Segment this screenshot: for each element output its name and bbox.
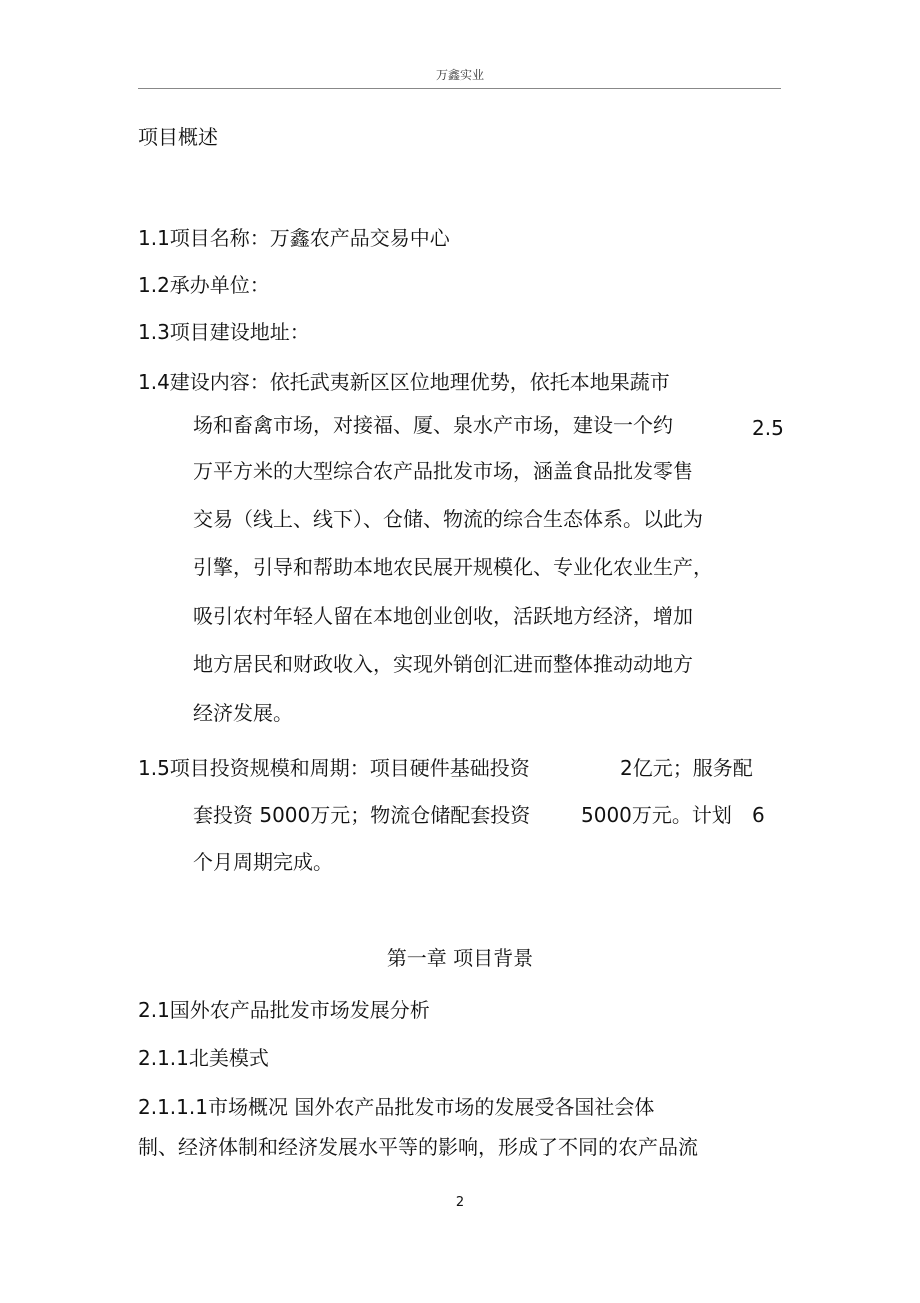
item-address: 1.3项目建设地址：: [138, 320, 310, 344]
item-investment-line-3: 个月周期完成。: [193, 850, 333, 874]
header-title: 万鑫实业: [435, 68, 484, 82]
item-content-area-number: 2.5: [752, 416, 784, 440]
item-content-line-5: 引擎，引导和帮助本地农民展开规模化、专业化农业生产，: [193, 555, 713, 579]
item-investment-line-1b: 2亿元；服务配: [620, 756, 753, 780]
item-content-line-1: 1.4建设内容：依托武夷新区区位地理优势，依托本地果蔬市: [138, 370, 670, 394]
chapter-title: 第一章 项目背景: [386, 946, 534, 970]
item-investment-line-2b: 5000万元。计划: [581, 803, 732, 827]
section-2-1-1-1-line-2: 制、经济体制和经济发展水平等的影响，形成了不同的农产品流: [138, 1135, 698, 1159]
item-investment-line-2c: 6: [752, 803, 765, 827]
item-content-line-6: 吸引农村年轻人留在本地创业创收，活跃地方经济，增加: [193, 604, 693, 628]
overview-title: 项目概述: [138, 125, 218, 149]
item-investment-line-1a: 1.5项目投资规模和周期：项目硬件基础投资: [138, 756, 530, 780]
section-2-1-heading: 2.1国外农产品批发市场发展分析: [138, 998, 430, 1022]
item-content-line-2: 场和畜禽市场，对接福、厦、泉水产市场，建设一个约: [193, 413, 673, 437]
item-investment-line-2a: 套投资 5000万元；物流仓储配套投资: [193, 803, 531, 827]
item-content-line-4: 交易（线上、线下）、仓储、物流的综合生态体系。以此为: [193, 507, 703, 531]
section-2-1-1-1-line-1: 2.1.1.1市场概况 国外农产品批发市场的发展受各国社会体: [138, 1095, 655, 1119]
item-content-line-8: 经济发展。: [193, 701, 293, 725]
item-organizer: 1.2承办单位：: [138, 273, 270, 297]
item-project-name: 1.1项目名称：万鑫农产品交易中心: [138, 226, 450, 250]
page-number: 2: [455, 1195, 465, 1210]
item-content-line-3: 万平方米的大型综合农产品批发市场，涵盖食品批发零售: [193, 459, 693, 483]
header-divider: [138, 88, 781, 89]
item-content-line-7: 地方居民和财政收入，实现外销创汇进而整体推动动地方: [193, 652, 693, 676]
section-2-1-1-heading: 2.1.1北美模式: [138, 1046, 269, 1070]
